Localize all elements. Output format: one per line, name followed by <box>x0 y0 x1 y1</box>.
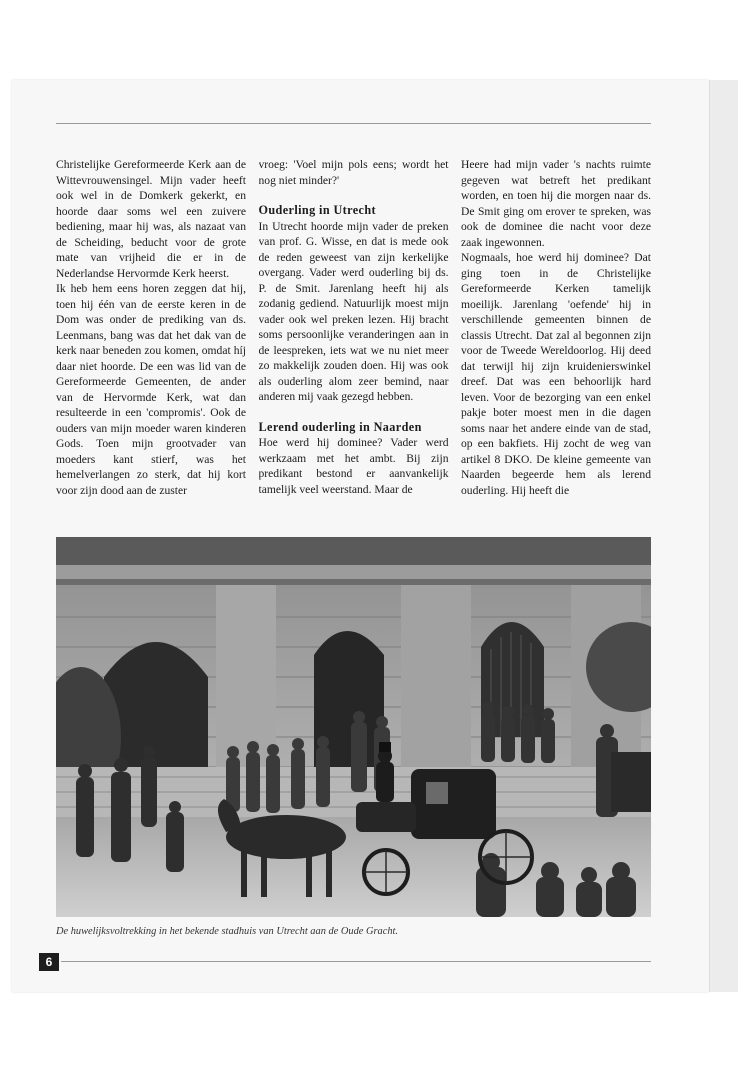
column-3-paragraph-1: Heere had mijn vader 's nachts ruimte gegeven wat betreft het predikant worden, en toen hij die morgen naar ds. De Smit ging om erover te spreken, was ook de dominee die nacht voor deze zaak ingewonnen. <box>461 158 651 249</box>
heading-ouderling-in-utrecht: Ouderling in Utrecht <box>258 203 376 217</box>
wedding-photo-drawing <box>56 537 651 917</box>
page-number: 6 <box>39 953 59 971</box>
article-column-1 <box>56 157 246 525</box>
wedding-photo <box>56 537 651 917</box>
column-2-paragraph-2: Hoe werd hij dominee? Vader werd werkzaam met het ambt. Bij zijn predikant bestond er aanvankelijk tamelijk veel weerstand. Maar de <box>258 436 449 496</box>
article-column-2 <box>259 157 449 525</box>
facing-page-edge <box>709 80 738 992</box>
column-3-paragraph-2: Nogmaals, hoe werd hij dominee? Dat ging toen in de Christelijke Gereformeerde Kerken tamelijk moeilijk. Jarenlang 'oefende' hij in verschillende gemeenten binnen de classis Utrecht. Dat zal al begonnen zijn voor de Tweede Wereldoorlog. Hij deed dat terwijl hij zijn kruidenierswinkel dreef. Dat was een behoorlijk hard leven. Voor de bezorging van een enkel pakje boter moest men in die dagen soms naar het andere einde van de stad, op een bakfiets. Hij zocht de weg van artikel 8 DKO. De kleine gemeente van Naarden begeerde hem als lerend ouderling. Hij heeft die <box>461 251 651 497</box>
photo-caption: De huwelijksvoltrekking in het bekende stadhuis van Utrecht aan de Oude Gracht. <box>56 926 399 937</box>
column-1-paragraph-2: Ik heb hem eens horen zeggen dat hij, toen hij één van de eerste keren in de Dom was onder de prediking van ds. Leenmans, bang was dat het dak van de kerk naar beneden zou komen, omdat híj daar niet hoorde. De een was lid van de Gereformeerde Gemeenten, de ander van de Hervormde Kerk, wat dan resulteerde in een 'compromis'. Ook de ouders van mijn moeder waren kinderen Gods. Toen mijn grootvader van moeders kant stierf, was het hemelverlangen zo sterk, dat hij kort voor zijn dood aan de zuster <box>56 282 246 497</box>
column-2-intro: vroeg: 'Voel mijn pols eens; wordt het nog niet minder?' <box>258 158 449 187</box>
top-rule <box>56 123 651 124</box>
article-columns <box>56 157 651 525</box>
article-column-3 <box>461 157 651 525</box>
bottom-rule <box>61 961 651 962</box>
heading-lerend-ouderling-in-naarden: Lerend ouderling in Naarden <box>258 419 422 434</box>
column-2-paragraph-1: In Utrecht hoorde mijn vader de preken van prof. G. Wisse, en dat is mede ook de reden geweest van zijn kerkelijke overgang. Vader werd ouderling bij ds. P. de Smit. Jarenlang heeft hij als zodanig gediend. Natuurlijk moest mijn vader ook wel preken lezen. Hij bracht soms persoonlijke veranderingen aan in de leespreken, iets wat we nu niet meer zo makkelijk zouden doen. Hij was ook als ouderling alom zeer bemind, naar anderen mij vaak gezegd hebben. <box>258 219 449 403</box>
column-1-paragraph-1: Christelijke Gereformeerde Kerk aan de Wittevrouwensingel. Mijn vader heeft ook wel in de Domkerk gekerkt, en hoorde daar soms wel een zuivere bediening, maar hij was, als nazaat van de Scheiding, beducht voor de grote mate van vrijheid die er in de Nederlandse Hervormde Kerk heerst. <box>56 158 246 280</box>
